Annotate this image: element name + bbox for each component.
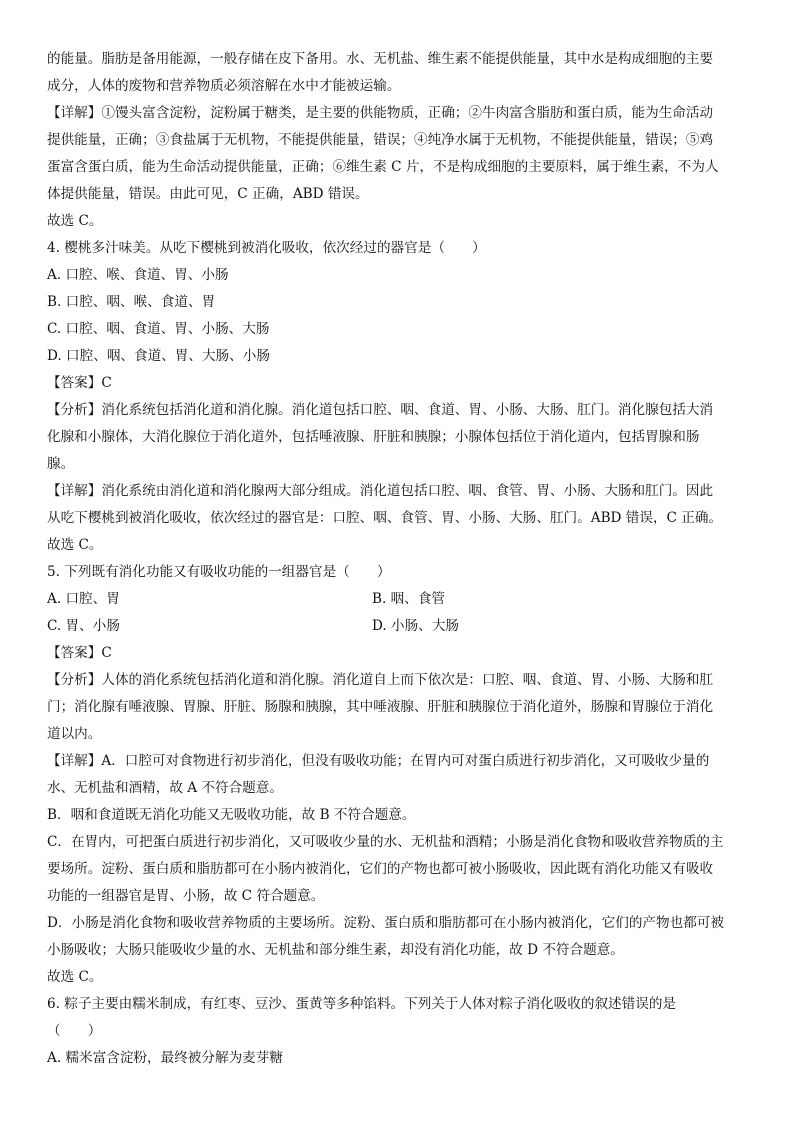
text-line: 小肠吸收；大肠只能吸收少量的水、无机盐和部分维生素，却没有消化功能，故 D 不符合题意。 (47, 942, 624, 958)
question-4-option-d: D. 口腔、咽、食道、胃、大肠、小肠 (47, 348, 270, 364)
text-line: 故选 C。 (47, 537, 103, 553)
question-5-answer: 【答案】C (47, 645, 112, 661)
text-line: 门；消化腺有唾液腺、胃腺、肝脏、肠腺和胰腺，其中唾液腺、肝脏和胰腺位于消化道外，肠腺和胃腺位于消化 (47, 699, 714, 715)
text-line: 蛋富含蛋白质，能为生命活动提供能量，正确；⑥维生素 C 片，不是构成细胞的主要原料，属于维生素，不为人 (47, 159, 719, 175)
document-body (47, 46, 747, 1072)
text-line: 要场所。淀粉、蛋白质和脂肪都可在小肠内被消化，它们的产物也都可被小肠吸收，因此既有消化功能又有吸收 (47, 861, 714, 877)
text-line: B．咽和食道既无消化功能又无吸收功能，故 B 不符合题意。 (47, 807, 416, 823)
question-6-stem: 6. 粽子主要由糯米制成，有红枣、豆沙、蛋黄等多种馅料。下列关于人体对粽子消化吸收的叙述错误的是 (47, 996, 677, 1012)
text-line: 提供能量，正确；③食盐属于无机物，不能提供能量，错误；④纯净水属于无机物，不能提供能量，错误；⑤鸡 (47, 132, 714, 148)
question-5-option-d: D. 小肠、大肠 (372, 618, 460, 634)
question-4-option-a: A. 口腔、喉、食道、胃、小肠 (47, 267, 229, 283)
question-4-stem: 4. 樱桃多汁味美。从吃下樱桃到被消化吸收，依次经过的器官是（ ） (47, 240, 486, 256)
text-line: 【详解】A．口腔可对食物进行初步消化，但没有吸收功能；在胃内可对蛋白质进行初步消化，又可吸收少量的 (47, 753, 710, 769)
question-5-option-c: C. 胃、小肠 (47, 618, 120, 634)
question-4-option-b: B. 口腔、咽、喉、食道、胃 (47, 294, 216, 310)
question-6-option-a: A. 糯米富含淀粉，最终被分解为麦芽糖 (47, 1050, 283, 1066)
text-line: C．在胃内，可把蛋白质进行初步消化，又可吸收少量的水、无机盐和酒精；小肠是消化食物和吸收营养物质的主 (47, 834, 724, 850)
text-line: 化腺和小腺体，大消化腺位于消化道外，包括唾液腺、肝脏和胰腺；小腺体包括位于消化道内，包括胃腺和肠 (47, 429, 700, 445)
question-5-option-b: B. 咽、食管 (372, 591, 446, 607)
text-line: 功能的一组器官是胃、小肠，故 C 符合题意。 (47, 888, 325, 904)
text-line: 【分析】人体的消化系统包括消化道和消化腺。消化道自上而下依次是：口腔、咽、食道、胃、小肠、大肠和肛 (47, 672, 714, 688)
question-5-options-row (47, 613, 747, 640)
text-line: D．小肠是消化食物和吸收营养物质的主要场所。淀粉、蛋白质和脂肪都可在小肠内被消化，它们的产物也都可被 (47, 915, 724, 931)
text-line: 【详解】①馒头富含淀粉，淀粉属于糖类，是主要的供能物质，正确；②牛肉富含脂肪和蛋白质，能为生命活动 (47, 105, 714, 121)
text-line: 腺。 (47, 456, 75, 472)
text-line: 水、无机盐和酒精，故 A 不符合题意。 (47, 780, 283, 796)
question-5-stem: 5. 下列既有消化功能又有吸收功能的一组器官是（ ） (47, 564, 391, 580)
text-line: 故选 C。 (47, 213, 103, 229)
question-4-option-c: C. 口腔、咽、食道、胃、小肠、大肠 (47, 321, 270, 337)
question-6-stem-blank: （ ） (47, 1023, 102, 1039)
text-line: 【分析】消化系统包括消化道和消化腺。消化道包括口腔、咽、食道、胃、小肠、大肠、肛门。消化腺包括大消 (47, 402, 714, 418)
text-line: 的能量。脂肪是备用能源，一般存储在皮下备用。水、无机盐、维生素不能提供能量，其中水是构成细胞的主要 (47, 51, 714, 67)
text-line: 【详解】消化系统由消化道和消化腺两大部分组成。消化道包括口腔、咽、食管、胃、小肠、大肠和肛门。因此 (47, 483, 714, 499)
text-line: 从吃下樱桃到被消化吸收，依次经过的器官是：口腔、咽、食管、胃、小肠、大肠、肛门。ABD 错误，C 正确。 (47, 510, 723, 526)
text-line: 道以内。 (47, 726, 102, 742)
text-line: 成分，人体的废物和营养物质必须溶解在水中才能被运输。 (47, 78, 401, 94)
question-5-option-a: A. 口腔、胃 (47, 591, 120, 607)
question-5-options-row (47, 586, 747, 613)
text-line: 体提供能量，错误。由此可见，C 正确，ABD 错误。 (47, 186, 369, 202)
question-4-answer: 【答案】C (47, 375, 112, 391)
text-line: 故选 C。 (47, 969, 103, 985)
